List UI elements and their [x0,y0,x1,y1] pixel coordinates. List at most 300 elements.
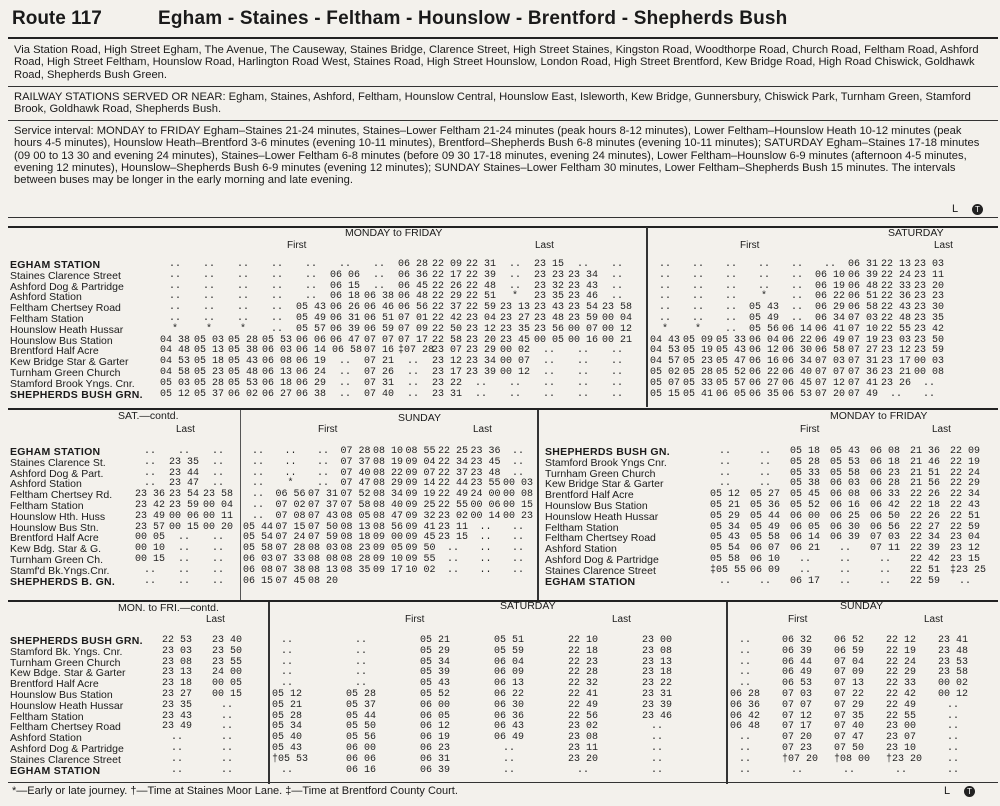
time-cell: 00 03 [914,356,945,368]
time-cell: 06 36 [494,710,525,722]
time-cell: 08 55 [405,446,436,457]
time-cell: 06 51 [364,312,395,324]
block3-mf-last: Last [206,614,225,625]
time-cell: 23 49 [135,510,166,522]
time-cell: 07 37 [340,456,371,468]
time-cell: 22 59 [910,575,941,587]
time-column [750,447,780,587]
time-cell: 05 47 [716,356,747,368]
time-cell: 05 58 [830,467,861,479]
time-cell: 06 12 [749,345,780,357]
time-cell: 23 12 [881,345,912,357]
time-cell: 07 10 [848,323,879,335]
time-cell: 22 29 [432,291,463,303]
time-cell: 07 23 [782,742,813,754]
stop-name: Ashford Station [10,478,82,491]
time-cell: .. [650,732,663,744]
time-cell: .. [202,302,215,314]
time-cell: 07 40 [834,721,865,733]
time-cell: †23 20 [886,753,923,765]
time-cell: .. [738,645,751,657]
time-cell: 07 04 [834,656,865,668]
stop-name: Hounslow Bus Station [545,499,648,512]
time-cell: .. [738,656,751,668]
time-cell: .. [889,388,902,400]
time-cell: 00 15 [212,688,243,700]
time-cell: 22 26 [910,510,941,522]
time-cell: 00 23 [503,510,534,522]
time-cell: 23 12 [950,543,981,555]
railway-paragraph: RAILWAY STATIONS SERVED OR NEAR: Egham, Staines, Ashford, Feltham, Hounslow Central, Hounslow East, Isleworth, Kew Bridge, Gunnersbury, Chiswick Park, Turnham Green, Stamford Brook, Goldhawk Road, Shepherds Bush. [14,91,971,116]
time-column [716,260,746,400]
time-cell: 22 37 [438,467,469,479]
time-cell: 07 38 [275,564,306,576]
time-cell: 08 23 [340,543,371,555]
time-cell: .. [724,312,737,324]
time-cell: 05 44 [346,710,377,722]
block3-stop-list [10,636,165,776]
time-cell: 00 12 [938,688,969,700]
time-cell: .. [143,467,156,479]
block1-top-rule [8,226,998,228]
time-cell: .. [316,456,329,468]
time-cell: 23 54 [169,489,200,501]
time-cell: 06 29 [296,377,327,389]
time-cell: 00 03 [503,478,534,490]
stop-name: Ashford Dog & Partridge [10,742,124,755]
time-cell: .. [354,667,367,679]
block3-sat-first: First [405,614,425,625]
time-cell: 05 29 [420,645,451,657]
time-cell: 22 24 [881,269,912,281]
time-cell: .. [658,269,671,281]
time-column [438,447,468,577]
time-cell: .. [168,259,181,270]
time-column [135,447,165,587]
time-cell: 05 43 [749,302,780,314]
time-cell: 05 52 [420,688,451,700]
time-cell: 05 18 [194,356,225,368]
time-cell: 22 25 [438,446,469,457]
time-cell: .. [406,356,419,368]
time-cell: 05 33 [790,467,821,479]
time-cell: .. [511,446,524,457]
time-cell: 07 31 [848,356,879,368]
time-cell: * [205,323,212,335]
time-cell: .. [474,377,487,389]
time-cell: 00 05 [135,532,166,544]
time-column [373,447,403,577]
time-cell: 04 38 [160,334,191,346]
time-cell: 05 57 [296,323,327,335]
time-cell: 06 25 [830,510,861,522]
time-cell: 09 25 [405,499,436,511]
time-cell: .. [170,732,183,744]
footer-ref-mark: L [944,785,951,797]
time-cell: 06 06 [296,334,327,346]
time-cell: 23 03 [881,334,912,346]
time-cell: 05 48 [228,366,259,378]
time-cell: 05 51 [494,635,525,646]
time-cell: .. [576,764,589,776]
time-cell: 23 43 [568,280,599,292]
time-cell: 05 57 [716,377,747,389]
time-cell: 05 43 [710,532,741,544]
stop-name: Kew Bridge Star & Garter [10,356,129,369]
time-cell: 07 52 [340,489,371,501]
time-cell: 06 39 [782,645,813,657]
time-cell: 07 13 [834,678,865,690]
time-cell: 22 39 [910,543,941,555]
time-cell: 06 13 [494,678,525,690]
time-cell: 00 06 [470,499,501,511]
time-cell: .. [658,259,671,270]
time-cell: .. [354,656,367,668]
time-cell: .. [576,259,589,270]
time-cell: 22 18 [910,499,941,511]
time-cell: .. [474,388,487,400]
time-column [950,446,987,587]
time-cell: 22 24 [950,467,981,479]
time-cell: 23 13 [642,656,673,668]
time-cell: 23 08 [162,656,193,668]
time-cell: 07 31 [308,489,339,501]
time-cell: 06 22 [494,688,525,700]
time-column [296,260,326,400]
time-cell: 06 14 [296,345,327,357]
block1-mf-first: First [287,240,307,251]
time-cell: .. [724,259,737,270]
block3-sat-heading: SATURDAY [500,600,556,612]
stop-name: Hounslow Heath Hussar [10,323,124,336]
time-cell: †05 53 [272,753,309,765]
time-cell: .. [304,291,317,303]
stop-name: Stamford Brook Yngs Cnr. [545,456,667,469]
stop-name: SHEPHERDS BUSH GN. [545,446,671,458]
time-cell: .. [270,302,283,314]
time-cell: 00 10 [135,543,166,555]
stop-name: Ashford Dog & Part. [10,467,104,480]
time-cell: .. [372,269,385,281]
time-cell: 05 59 [494,645,525,657]
time-cell: 06 18 [870,456,901,468]
time-cell: 06 29 [815,302,846,314]
time-column [710,446,747,587]
time-cell: 22 27 [910,521,941,533]
time-cell: 07 19 [848,334,879,346]
time-cell: .. [168,269,181,281]
time-cell: 23 20 [568,753,599,765]
time-cell: 22 42 [886,688,917,700]
time-cell: .. [576,388,589,400]
time-column [938,636,968,776]
time-cell: .. [790,764,803,776]
time-cell: 21 46 [910,456,941,468]
time-column [881,260,911,400]
time-cell: 08 10 [373,446,404,457]
time-cell: .. [170,742,183,754]
time-cell: 05 58 [710,553,741,565]
time-cell: 07 43 [308,510,339,522]
time-cell: .. [270,291,283,303]
time-column [815,260,845,400]
time-cell: 09 10 [373,553,404,565]
time-cell: 06 15 [243,575,274,587]
time-cell: .. [338,259,351,270]
time-cell: 22 28 [568,667,599,679]
time-cell: 05 43 [272,742,303,754]
stop-name: Feltham Station [545,521,619,534]
time-cell: 22 49 [438,489,469,501]
block2-sunday-heading: SUNDAY [398,412,441,424]
time-cell: 23 08 [642,645,673,657]
time-cell: 08 05 [340,510,371,522]
time-column [341,447,371,577]
time-cell: 07 03 [848,312,879,324]
time-cell: 07 59 [308,532,339,544]
time-cell: 05 43 [420,678,451,690]
time-cell: .. [270,323,283,335]
time-cell: 22 42 [432,312,463,324]
time-cell: 06 41 [815,323,846,335]
time-cell: .. [270,259,283,270]
time-cell: .. [202,280,215,292]
time-cell: 06 49 [494,732,525,744]
time-cell: 06 23 [870,467,901,479]
time-column [194,260,224,400]
time-column [471,447,501,577]
time-cell: .. [446,553,459,565]
time-cell: 00 04 [203,499,234,511]
time-cell: 05 36 [750,499,781,511]
time-cell: 06 14 [790,532,821,544]
time-cell: .. [798,553,811,565]
time-cell: 05 49 [750,521,781,533]
time-cell: .. [542,377,555,389]
time-cell: 07 22 [834,688,865,700]
time-cell: 10 02 [405,564,436,576]
time-cell: .. [304,280,317,292]
time-cell: 23 58 [602,302,633,314]
time-cell: 05 27 [750,489,781,501]
time-cell: 05 29 [710,510,741,522]
time-cell: 22 55 [886,710,917,722]
time-cell: 06 59 [364,323,395,335]
time-cell: 09 04 [405,456,436,468]
time-cell: 06 40 [782,366,813,378]
time-cell: 22 50 [432,323,463,335]
time-cell: 05 53 [262,334,293,346]
time-cell: 00 21 [602,334,633,346]
time-cell: 06 21 [790,543,821,555]
time-cell: .. [650,753,663,765]
time-cell: 22 51 [910,564,941,576]
block3-mf-contd-heading: MON. to FRI.—contd. [118,602,219,614]
time-column [830,447,860,587]
time-cell: .. [790,269,803,281]
time-cell: 06 24 [296,366,327,378]
time-cell: .. [177,446,190,457]
time-cell: 05 53 [830,456,861,468]
time-cell: 06 04 [749,334,780,346]
time-cell: 23 54 [568,302,599,314]
time-cell: .. [511,521,524,533]
time-cell: 23 18 [642,667,673,679]
block3-divider-1 [268,602,270,784]
time-cell: 23 48 [470,467,501,479]
time-cell: .. [758,456,771,468]
time-cell: 22 49 [886,699,917,711]
time-cell: 23 21 [881,366,912,378]
time-cell: .. [316,446,329,457]
time-cell: .. [718,446,731,457]
time-cell: .. [280,764,293,776]
time-cell: 06 00 [420,699,451,711]
time-cell: 04 53 [650,345,681,357]
time-column [650,260,680,400]
time-cell: 07 29 [834,699,865,711]
time-column [212,636,242,776]
time-cell: .. [894,764,907,776]
time-cell: 06 28 [870,478,901,490]
time-cell: 07 24 [275,532,306,544]
time-cell: 08 35 [340,564,371,576]
time-cell: 21 56 [910,478,941,490]
time-cell: 06 31 [330,312,361,324]
time-cell: 23 53 [938,656,969,668]
time-cell: 06 42 [870,499,901,511]
time-cell: .. [724,280,737,292]
time-cell: * [760,291,767,303]
time-cell: .. [738,732,751,744]
time-cell: 06 45 [398,280,429,292]
stop-name: Hounslow Hth. Huss [10,510,106,523]
time-cell: 23 26 [881,377,912,389]
time-cell: .. [270,312,283,324]
time-column [683,260,713,400]
time-cell: .. [738,764,751,776]
time-cell: 06 36 [398,269,429,281]
time-cell: 06 53 [782,388,813,400]
time-cell: 23 20 [914,280,945,292]
time-cell: .. [823,259,836,270]
stop-name: Hounslow Heath Hussar [545,510,659,523]
block1-divider [646,227,648,407]
time-cell: .. [691,312,704,324]
time-cell: 22 49 [568,699,599,711]
time-cell: 23 15 [950,553,981,565]
time-cell: 22 09 [432,259,463,270]
time-column [272,635,309,776]
time-cell: 23 20 [466,334,497,346]
time-cell: 05 12 [160,388,191,400]
stop-name: Brentford Half Acre [10,678,99,691]
time-cell: .. [479,521,492,533]
time-cell: 05 39 [420,667,451,679]
time-cell: .. [177,553,190,565]
time-cell: 23 13 [162,667,193,679]
time-cell: 23 59 [568,312,599,324]
time-cell: 06 36 [730,699,761,711]
time-cell: 23 39 [466,366,497,378]
time-cell: .. [220,721,233,733]
time-cell: 08 40 [373,499,404,511]
time-cell: 05 43 [296,302,327,314]
time-cell: .. [508,259,521,270]
time-cell: 07 49 [848,388,879,400]
block2-sun-first: First [318,424,338,435]
time-cell: 23 55 [212,656,243,668]
time-cell: .. [610,280,623,292]
time-cell: 22 48 [466,280,497,292]
time-cell: 07 26 [364,366,395,378]
time-cell: 05 12 [272,688,303,700]
time-cell: 05 43 [228,356,259,368]
time-cell: 23 23 [914,291,945,303]
footnote: *—Early or late journey. †—Time at Staines Moor Lane. ‡—Time at Brentford County Court. [12,785,458,797]
time-cell: 23 32 [534,280,565,292]
time-cell: 05 18 [790,446,821,457]
time-cell: 05 50 [346,721,377,733]
time-cell: 06 03 [830,478,861,490]
time-cell: 06 39 [420,764,451,776]
time-cell: 00 08 [914,366,945,378]
time-cell: .. [798,564,811,576]
time-cell: .. [479,543,492,555]
time-cell: 04 53 [160,356,191,368]
time-cell: 07 07 [782,699,813,711]
time-cell: .. [758,478,771,490]
time-cell: .. [211,478,224,490]
time-cell: 00 02 [500,345,531,357]
time-cell: 00 06 [169,510,200,522]
time-cell: 06 49 [815,334,846,346]
time-cell: 05 28 [228,334,259,346]
time-cell: 22 31 [466,259,497,270]
block3-bottom-rule [8,782,998,783]
time-cell: 06 52 [834,635,865,646]
time-cell: 05 34 [272,721,303,733]
time-cell: 22 33 [886,678,917,690]
time-cell: 23 41 [938,635,969,646]
time-cell: 06 56 [275,489,306,501]
stop-name: Feltham Station [10,710,84,723]
time-cell: 22 42 [910,553,941,565]
time-cell: 09 05 [373,543,404,555]
time-cell: 06 33 [870,489,901,501]
time-cell: 00 07 [500,356,531,368]
time-column [914,260,944,400]
time-cell: .. [236,291,249,303]
time-cell: * [661,323,668,335]
time-cell: .. [946,721,959,733]
stop-name: Feltham Station [10,499,84,512]
time-cell: 23 35 [162,699,193,711]
time-cell: .. [842,764,855,776]
time-cell: 00 16 [568,334,599,346]
time-cell: 23 31 [642,688,673,700]
time-cell: .. [511,564,524,576]
time-cell: 22 26 [432,280,463,292]
time-cell: 07 37 [308,499,339,511]
time-column [730,636,760,776]
time-cell: 06 43 [494,721,525,733]
time-cell: .. [251,478,264,490]
time-cell: .. [738,742,751,754]
time-cell: 22 19 [950,456,981,468]
time-cell: 23 30 [914,302,945,314]
time-cell: 06 15 [330,280,361,292]
